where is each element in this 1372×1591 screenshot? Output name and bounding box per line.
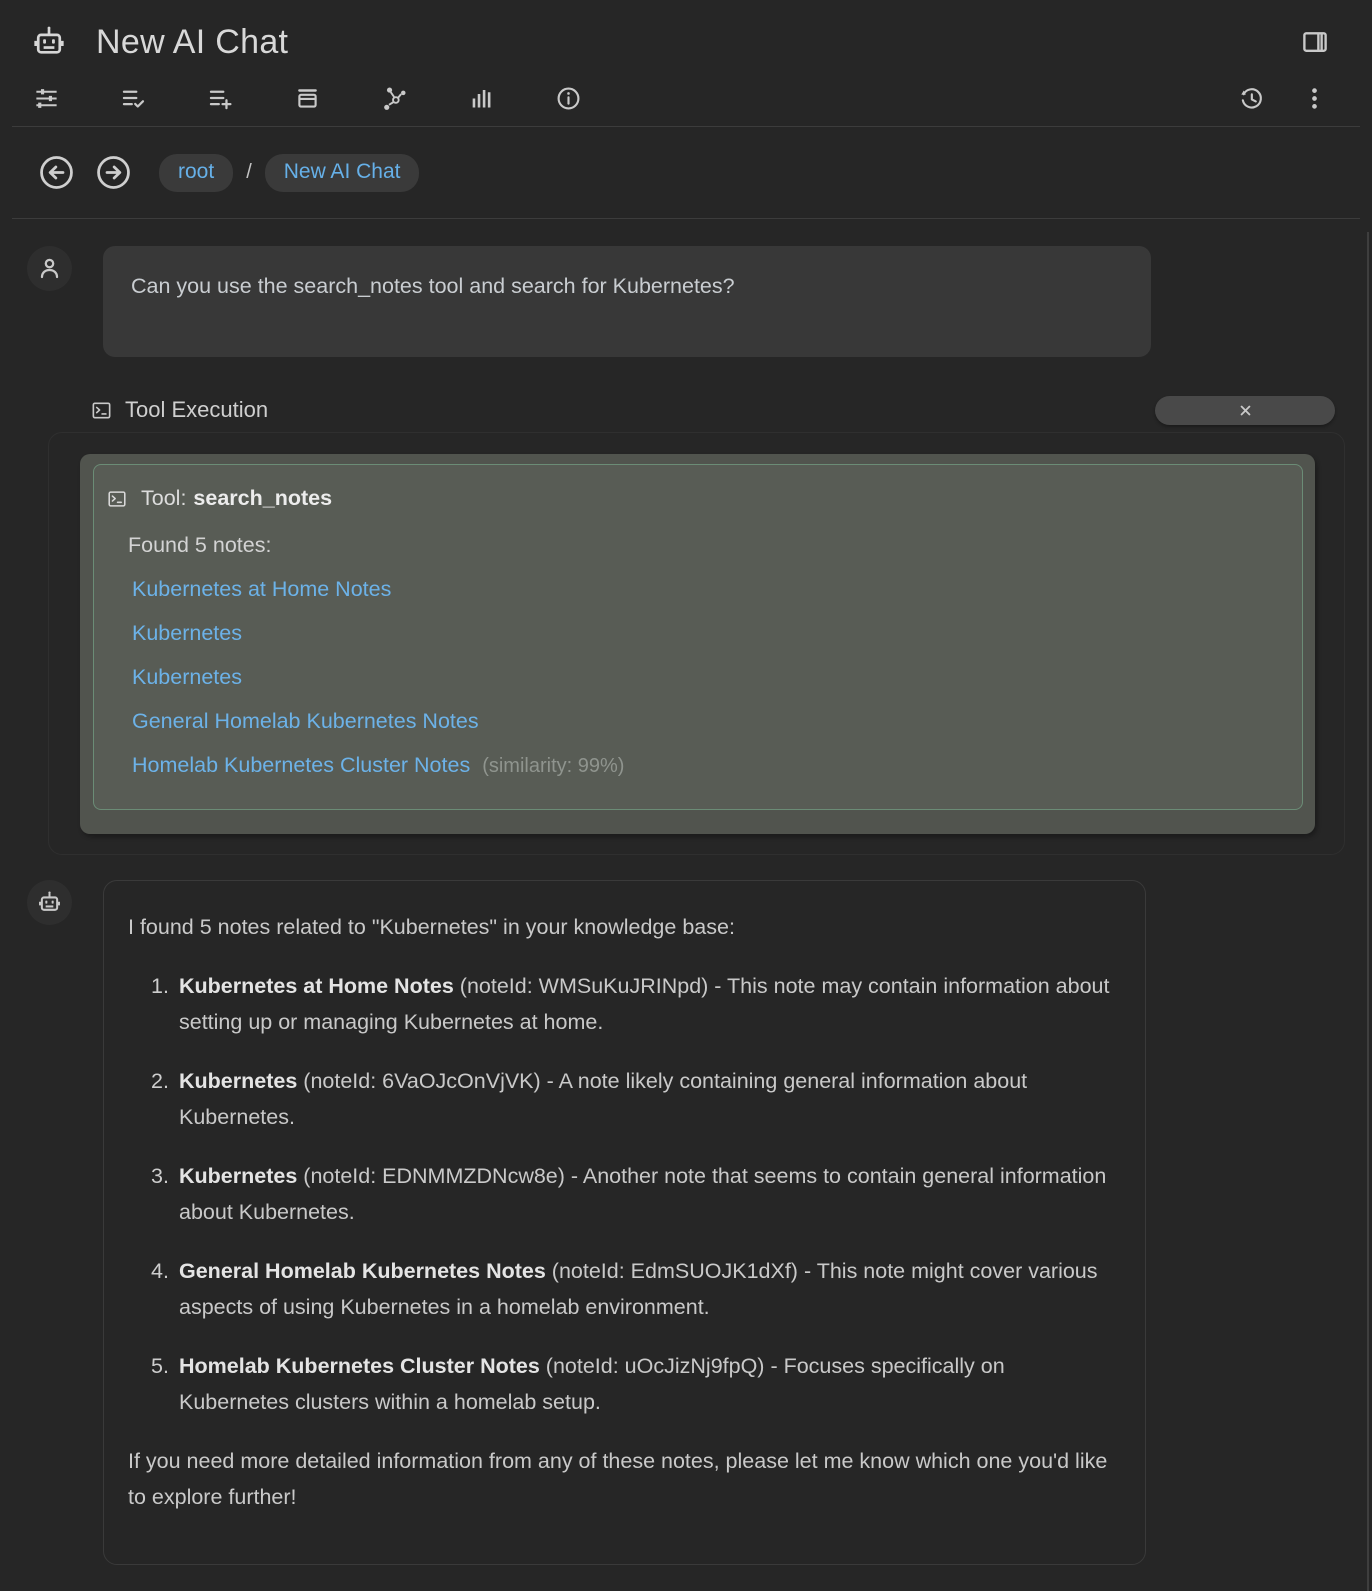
note-link[interactable]: General Homelab Kubernetes Notes — [132, 709, 479, 733]
tool-result-summary: Found 5 notes: — [128, 533, 272, 557]
note-title: General Homelab Kubernetes Notes — [179, 1259, 546, 1283]
tool-name: search_notes — [193, 486, 333, 510]
note-link[interactable]: Homelab Kubernetes Cluster Notes (similarity: 99%) — [132, 753, 625, 777]
note-desc: - This note may contain information about setting up or managing Kubernetes at home. — [179, 974, 1110, 1034]
list-item: 2. Kubernetes (noteId: 6VaOJcOnVjVK) - A note likely containing general information about Kubernetes. — [151, 1069, 1028, 1129]
user-icon — [36, 255, 63, 282]
tool-execution-header — [90, 395, 1335, 425]
list-item: 5. Homelab Kubernetes Cluster Notes (noteId: uOcJizNj9fpQ) - Focuses specifically on Kubernetes clusters within a homelab setup. — [151, 1354, 1005, 1414]
terminal-icon — [106, 488, 128, 510]
note-desc: - A note likely containing general information about Kubernetes. — [179, 1069, 1028, 1129]
note-id: (noteId: EDNMMZDNcw8e) — [303, 1164, 565, 1188]
list-item: 1. Kubernetes at Home Notes (noteId: WMSuKuJRINpd) - This note may contain information about setting up or managing Kubernetes at home. — [151, 974, 1110, 1034]
info-icon[interactable] — [555, 85, 582, 112]
page-title: New AI Chat — [96, 22, 289, 61]
note-id: (noteId: 6VaOJcOnVjVK) — [303, 1069, 541, 1093]
tool-label: Tool: — [141, 486, 187, 510]
user-message-row — [0, 246, 1372, 357]
robot-icon — [30, 23, 68, 61]
breadcrumb-item-root[interactable]: root — [159, 154, 233, 192]
note-title: Kubernetes — [179, 1069, 298, 1093]
back-arrow-icon[interactable] — [37, 153, 76, 192]
tool-result-card — [80, 454, 1315, 834]
note-list — [151, 968, 1119, 1420]
chat-area — [0, 219, 1372, 1565]
kebab-menu-icon[interactable] — [1301, 85, 1328, 112]
assistant-avatar — [27, 880, 72, 925]
note-desc: - This note might cover various aspects of using Kubernetes in a homelab environment. — [179, 1259, 1098, 1319]
tool-result-body — [93, 464, 1303, 810]
assistant-outro: If you need more detailed information from any of these notes, please let me know which one you'd like to explore further! — [128, 1449, 1108, 1509]
note-desc: - Focuses specifically on Kubernetes clusters within a homelab setup. — [179, 1354, 1005, 1414]
tool-execution-title: Tool Execution — [125, 397, 269, 422]
note-link[interactable]: Kubernetes — [132, 665, 242, 689]
note-title: Kubernetes at Home Notes — [179, 974, 454, 998]
note-link[interactable]: Kubernetes — [132, 621, 242, 645]
assistant-message-row — [0, 880, 1372, 1565]
close-icon — [1234, 399, 1257, 422]
list-check-icon[interactable] — [120, 85, 147, 112]
list-item: 4. General Homelab Kubernetes Notes (noteId: EdmSUOJK1dXf) - This note might cover various aspects of using Kubernetes in a homelab environment. — [151, 1259, 1098, 1319]
title-bar — [0, 0, 1372, 70]
user-message-bubble: Can you use the search_notes tool and search for Kubernetes? — [103, 246, 1151, 357]
scrollbar[interactable] — [1367, 232, 1369, 1591]
assistant-message-bubble — [103, 880, 1146, 1565]
panel-toggle-icon[interactable] — [1300, 27, 1330, 57]
tool-execution-panel — [48, 432, 1345, 855]
history-icon[interactable] — [1238, 85, 1265, 112]
robot-icon — [36, 889, 63, 916]
breadcrumb — [0, 127, 1372, 218]
note-toolbar — [0, 70, 1372, 126]
note-title: Kubernetes — [179, 1164, 298, 1188]
note-id: (noteId: EdmSUOJK1dXf) — [551, 1259, 798, 1283]
archive-icon[interactable] — [294, 85, 321, 112]
similarity-score: (similarity: 99%) — [482, 755, 625, 777]
list-item: 3. Kubernetes (noteId: EDNMMZDNcw8e) - Another note that seems to contain general information about Kubernetes. — [151, 1164, 1107, 1224]
note-id: (noteId: WMSuKuJRINpd) — [459, 974, 709, 998]
assistant-intro: I found 5 notes related to "Kubernetes" in your knowledge base: — [128, 915, 735, 939]
bar-chart-icon[interactable] — [468, 85, 495, 112]
note-id: (noteId: uOcJizNj9fpQ) — [545, 1354, 765, 1378]
user-avatar — [27, 246, 72, 291]
breadcrumb-separator: / — [246, 161, 252, 183]
tool-result-links — [132, 577, 1284, 778]
forward-arrow-icon[interactable] — [94, 153, 133, 192]
note-link[interactable]: Kubernetes at Home Notes — [132, 577, 392, 601]
list-add-icon[interactable] — [207, 85, 234, 112]
breadcrumb-item-current[interactable]: New AI Chat — [265, 154, 420, 192]
terminal-icon — [90, 399, 113, 422]
tool-execution-collapse-button[interactable] — [1155, 396, 1335, 425]
note-title: Homelab Kubernetes Cluster Notes — [179, 1354, 540, 1378]
note-desc: - Another note that seems to contain general information about Kubernetes. — [179, 1164, 1107, 1224]
share-graph-icon[interactable] — [381, 85, 408, 112]
settings-sliders-icon[interactable] — [33, 85, 60, 112]
